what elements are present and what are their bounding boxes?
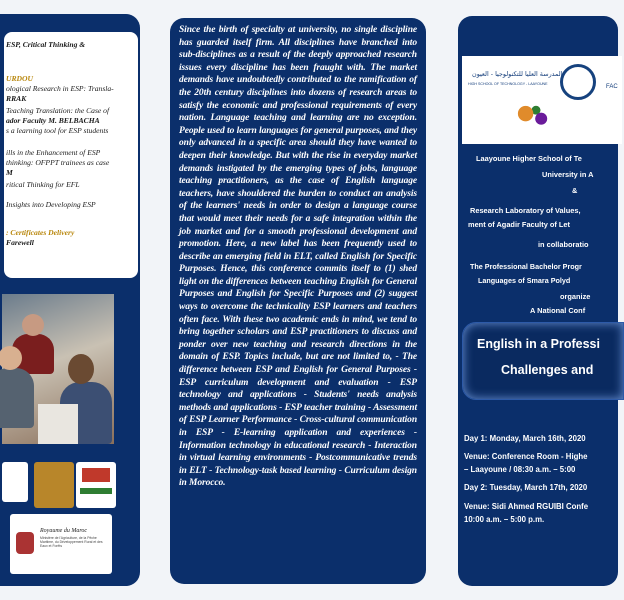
organizer-line: organize <box>560 292 591 301</box>
schedule-line: 10:00 a.m. – 5:00 p.m. <box>464 515 545 524</box>
program-line: ological Research in ESP: Transla- <box>6 84 114 93</box>
banner-fac-label: FAC <box>606 84 618 90</box>
program-line: ESP, Critical Thinking & <box>6 40 86 49</box>
organizer-line: ment of Agadir Faculty of Let <box>468 220 570 229</box>
schedule-line: Day 2: Tuesday, March 17th, 2020 <box>464 483 588 492</box>
schedule-line: Day 1: Monday, March 16th, 2020 <box>464 434 586 443</box>
organizer-line: Laayoune Higher School of Te <box>476 154 582 163</box>
program-line: ritical Thinking for EFL <box>6 180 80 189</box>
program-line: Insights into Developing ESP <box>6 200 96 209</box>
school-logo-icon <box>560 64 596 100</box>
banner-arabic: المدرسة العليا للتكنولوجيا - العيون <box>472 70 563 78</box>
program-line: ador Faculty M. BELBACHA <box>6 116 100 125</box>
conference-title-box <box>462 322 624 400</box>
calligraphy-logo-icon <box>510 100 562 134</box>
conference-title: Challenges and <box>501 363 594 377</box>
program-line: thinking: OFPPT trainees as case <box>6 158 110 167</box>
organizer-line: Research Laboratory of Values, <box>470 206 581 215</box>
program-line: URDOU <box>6 74 34 83</box>
program-line: Teaching Translation: the Case of <box>6 106 110 115</box>
program-line: RRAK <box>6 94 27 103</box>
program-line: : Certificates Delivery <box>6 228 75 237</box>
right-panel <box>458 16 618 586</box>
program-line: ills in the Enhancement of ESP <box>6 148 101 157</box>
program-line: Farewell <box>6 238 34 247</box>
organizer-line: The Professional Bachelor Progr <box>470 262 582 271</box>
schedule-line: Venue: Conference Room - Highe <box>464 452 588 461</box>
partner-logo <box>2 462 28 502</box>
institution-banner <box>462 56 622 144</box>
middle-panel <box>170 18 426 584</box>
schedule-line: Venue: Sidi Ahmed RGUIBI Confe <box>464 502 589 511</box>
organizer-line: A National Conf <box>530 306 586 315</box>
ministry-subtitle: Ministère de l'Agriculture, de la Pêche Maritime, du Développement Rural et des Eaux et Forêts <box>40 536 103 548</box>
program-line: s a learning tool for ESP students <box>6 126 109 135</box>
organizer-line: Languages of Smara Polyd <box>478 276 571 285</box>
program-card <box>4 32 138 278</box>
program-line: M <box>6 168 13 177</box>
students-photo <box>2 294 114 444</box>
partner-logo <box>76 462 116 508</box>
left-panel <box>0 14 140 586</box>
partner-logo <box>34 462 74 508</box>
organizer-line: in collaboratio <box>538 240 589 249</box>
organizer-line: University in A <box>542 170 594 179</box>
ministry-logo <box>10 514 112 574</box>
banner-french: HIGH SCHOOL OF TECHNOLOGY - LAAYOUNE <box>468 82 548 86</box>
conference-description: Since the birth of specialty at university, no single discipline has guarded itself firm. All disciplines have branched into sub-disciplines as a result of the deeply approached research issues every discipline has been fraught with. The market demands have undoubtedly contributed to the ramification of the 20th century disciplines into dozens of research areas to satisfy the economic and professional requirements of every nation. Language teaching and learning are no exception. People used to learn languages for general purposes, and they only advanced in a specific area should they have wanted to deepen their knowledge. But with the rise in everyday market demands instigated by the emerging types of jobs, language teaching practitioners, as the case of English language teachers, have shouldered the burden to conduct an analysis of the learners' needs in order to design a language course that would meet their needs for a safe integration within the job market and for a smooth professional development and promotion. Here, a new label has been frequently used to describe an emerging field in ELT, called English for Specific Purposes. Hence, this conference commits itself to (1) shed light on the differences between teaching English for General Purposes and English for Specific Purposes and (2) suggest ways to overcome the technicality ESP learners and teachers often face. With these two academic ends in mind, we tend to bring together scholars and ESP practitioners to discuss and ponder over new teaching and research directions in the domain of ESP. Topics include, but are not limited to, - The difference between ESP and English for General Purposes - ESP curriculum development and evaluation - ESP technology and applications - Students' needs analysis methods and applications - ESP teacher training - Assessment of ESP Learner Performance - Cross-cultural communication in ESP - E-learning application and experiences - Information technology in educational research - Interaction in virtual learning environments - Postcommunicative trends in ELT - Technology-task based learning - Curriculum design in Morocco. <box>179 25 417 489</box>
ministry-title: Royaume du Maroc <box>40 528 88 534</box>
organizer-line: & <box>572 186 578 195</box>
ministry-emblem-icon <box>16 532 34 554</box>
conference-title: English in a Professi <box>477 337 600 351</box>
schedule-line: – Laayoune / 08:30 a.m. – 5:00 <box>464 465 576 474</box>
